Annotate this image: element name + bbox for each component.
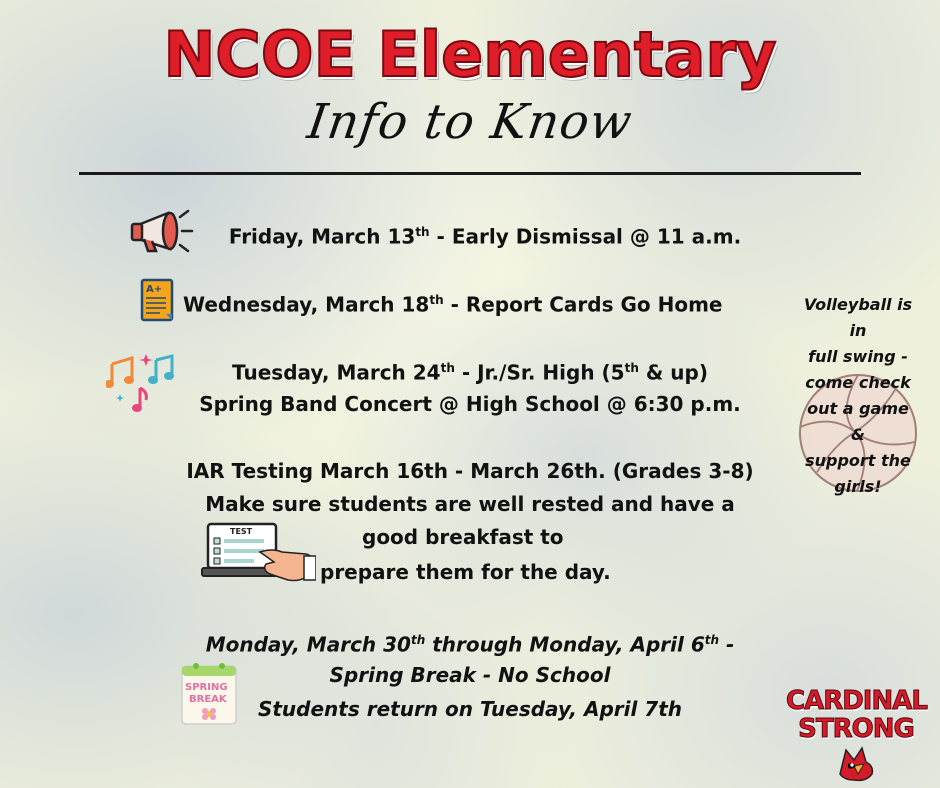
- page-subtitle: Info to Know: [304, 94, 636, 150]
- item-iar-testing-line1: IAR Testing March 16th - March 26th. (Grades 3-8): [186, 459, 754, 483]
- item-band-concert-line2: Spring Band Concert @ High School @ 6:30 p.m.: [199, 392, 741, 416]
- svg-text:SPRING: SPRING: [185, 682, 228, 693]
- item-iar-testing-line3: good breakfast to: [362, 525, 564, 549]
- item-spring-break-line2: Spring Break - No School: [329, 663, 611, 687]
- volleyball-note: Volleyball is in full swing - come check out a game & support the girls!: [803, 295, 913, 496]
- title-divider: [79, 172, 861, 175]
- logo-strong: STRONG: [798, 714, 914, 744]
- item-iar-testing-line4: prepare them for the day.: [320, 560, 611, 584]
- item-early-dismissal: Friday, March 13th - Early Dismissal @ 11 a.m.: [228, 224, 742, 249]
- item-spring-break-line1: Monday, March 30th through Monday, April 6th -: [205, 632, 735, 657]
- cardinal-bird-icon: [836, 744, 876, 782]
- report-card-icon: [140, 278, 178, 322]
- svg-text:A+: A+: [146, 284, 163, 295]
- item-report-cards: Wednesday, March 18th - Report Cards Go Home: [183, 292, 723, 317]
- page-title: NCOE Elementary: [163, 18, 777, 91]
- item-spring-break-line3: Students return on Tuesday, April 7th: [257, 697, 683, 721]
- item-iar-testing-line2: Make sure students are well rested and have a: [205, 492, 735, 516]
- laptop-test-icon: [200, 522, 316, 584]
- item-band-concert-line1: Tuesday, March 24th - Jr./Sr. High (5th & up): [232, 360, 708, 385]
- logo-cardinal: CARDINAL: [786, 686, 927, 716]
- svg-text:TEST: TEST: [230, 527, 253, 536]
- svg-text:BREAK: BREAK: [189, 694, 227, 705]
